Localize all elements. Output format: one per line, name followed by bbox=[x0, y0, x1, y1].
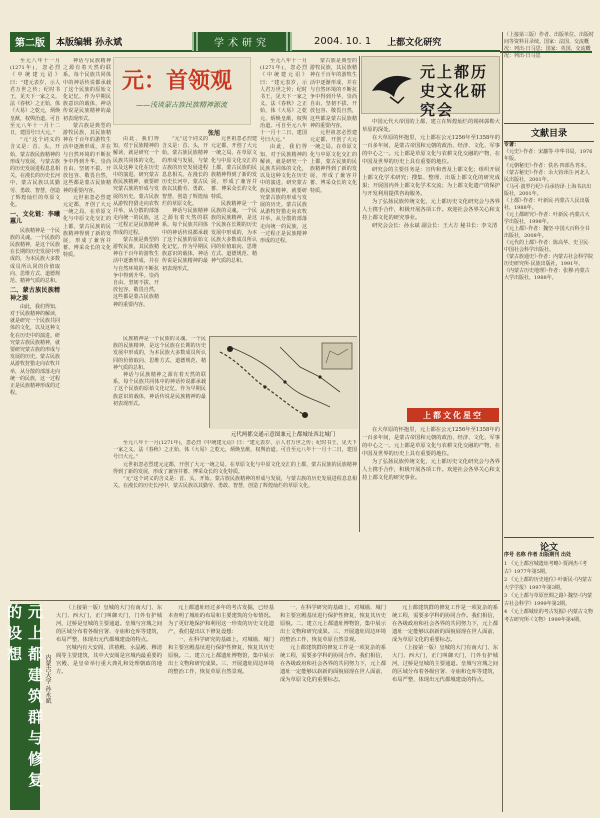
article-subheading: 一、文化链：李曦蕙儿 bbox=[10, 211, 60, 226]
article-paragraph: 元世祖忽必烈建元定都，开创了大元一统之局。在草原文化与中原文化交汇的上都，蒙古民族的民族精神得到了新的发展，形成了兼容并蓄、博采众长的文化特质。 bbox=[211, 136, 257, 200]
article-paragraph: 至元八年十一月(1271年)，忽必烈《中统建元诏》曰：“建元表岁，示人君万世之传；纪时书王，见天下一家之义。法《春秋》之正始，体《大易》之乾元，炳焕皇猷，权舆治道。可自至元八年十一月十二日，建国号曰大元。” bbox=[113, 440, 357, 461]
article-author: 张旭 bbox=[208, 130, 221, 137]
bibliography-category: 专著： bbox=[504, 142, 520, 148]
bottom-paragraph: 一、在科学研究的基础上，对城墙、城门和主要宫殿基址进行保护性修复，恢复其历史原貌。二、建立元上都遗址博物馆，集中展示出土文物和研究成果。三、开展遗址周边环境的整治工作，恢复草原自然景观。 bbox=[280, 605, 386, 643]
intro-paragraph: 在大草原的怀抱里，元上都在公元1256年至1358年的一百多年间，是蒙古帝国和元朝的政治、经济、文化、军事的中心之一。元上都是草原文化与农耕文化交融的产物，在中国及世界的历史上具有重要的地位。 bbox=[362, 427, 500, 457]
article-column-1 bbox=[10, 58, 60, 528]
article-paragraph: 神话与民族精神之源有着天然的联系。每个民族共同体中的神话传说都承载了这个民族的原始文化记忆。作为早期民族意识的载体，神话传说是民族精神的最初表现形式。 bbox=[113, 372, 206, 407]
bottom-article-title: 元上都建筑群与修复的设想 bbox=[10, 604, 40, 810]
route-map-svg bbox=[210, 337, 358, 429]
article-paragraph: 至元八年十一月(1271年)，忽必烈《中统建元诏》曰：“建元表岁，示人君万世之传；纪时书王，见天下一家之义。法《春秋》之正始，体《大易》之乾元，炳焕皇猷，权舆治道。可自至元八年十一月十二日，建国号曰大元。” bbox=[10, 58, 60, 137]
column-divider bbox=[359, 56, 360, 532]
article-paragraph: 蒙古族是典型的游牧民族，其民族精神在千百年的游牧生活中逐渐形成，并在与自然环境的不断抗争中得到升华。崇尚自由、坚韧不拔、开放包容、敬畏自然，这些都是蒙古民族精神的重要内容。 bbox=[63, 122, 111, 194]
papers-fields: 序号 名称 作者 出版期刊 出处 bbox=[504, 552, 571, 558]
bibliography-item: 《蒙古族通史》·作者：内蒙古社会科学院历史研究所·民族出版社，1991年。 bbox=[504, 254, 594, 267]
paper-item: 4 《元上都城址的考古发掘》·内蒙古文物考古研究所·《文物》1999年第4期。 bbox=[504, 609, 593, 623]
article-paragraph: 由此，我们得知，对于民族精神的解读，就是研究一个民族共同体的文化，以及这种文化在历史中的演进。研究蒙古族民族精神，就要研究蒙古族的形成与发展的历史。蒙古民族从游牧狩猎走向农牧并举，从分散的部落走向统一的民族，这一过程正是民族精神形成的过程。 bbox=[260, 144, 307, 245]
column-divider bbox=[502, 32, 503, 812]
bottom-paragraph: 元上都建筑群的修复工作是一项复杂的系统工程，需要多学科的协同合作。我们相信，在各级政府和社会各界的共同努力下，元上都遗址一定能够以崭新的面貌展现在世人面前，成为草原文化的重要标志。 bbox=[280, 645, 386, 683]
bibliography-item: 《元代的上都》·作者：陈高华、史卫民·中国社会科学出版社。 bbox=[504, 240, 590, 253]
article-paragraph: 元世祖忽必烈建元定都，开创了大元一统之局。在草原文化与中原文化交汇的上都，蒙古民族的民族精神得到了新的发展，形成了兼容并蓄、博采众长的文化特质。 bbox=[310, 130, 357, 194]
article-subtitle: ——浅谈蒙古族民族精神源流 bbox=[136, 101, 227, 109]
article-paragraph: 由此，我们得知，对于民族精神的解读，就是研究一个民族共同体的文化，以及这种文化在历史中的演进。研究蒙古族民族精神，就要研究蒙古族的形成与发展的历史。蒙古民族从游牧狩猎走向农牧并举，从分散的部落走向统一的民族，这一过程正是民族精神形成的过程。 bbox=[113, 136, 159, 236]
article-paragraph: 神话与民族精神之源有着天然的联系。每个民族共同体中的神话传说都承载了这个民族的原始文化记忆。作为早期民族意识的载体，神话传说是民族精神的最初表现形式。 bbox=[63, 58, 111, 122]
intro-text bbox=[362, 118, 500, 406]
article-paragraph: 元世祖忽必烈建元定都，开创了大元一统之局。在草原文化与中原文化交汇的上都，蒙古民族的民族精神得到了新的发展，形成了兼容并蓄、博采众长的文化特质。 bbox=[113, 461, 357, 475]
bibliography-item: 《上都》·作者：叶新民·内蒙古人民出版社，1988年。 bbox=[504, 198, 590, 211]
paper-item: 2 《元上都的历史地位》·叶新民·《内蒙古大学学报》1997年第3期。 bbox=[504, 577, 592, 591]
article-paragraph: 民族精神是一个民族的灵魂。一个民族的民族精神，是这个民族在长期的历史发展中形成的，为本民族大多数成员所认同的价值取向、思维方式、道德规范、精神气质的总和。 bbox=[113, 336, 206, 371]
bottom-paragraph: 元上都建筑群的修复工作是一项复杂的系统工程，需要多学科的协同合作。我们相信，在各级政府和社会各界的共同努力下，元上都遗址一定能够以崭新的面貌展现在世人面前，成为草原文化的重要标志。 bbox=[392, 605, 498, 643]
intro-paragraph: 中国元代大帝国的上都，建立在辉煌灿烂的锡林郭勒大草原的深处。 bbox=[362, 119, 500, 133]
article-title: 元：首领观 bbox=[122, 69, 233, 94]
article-column-9 bbox=[113, 440, 357, 530]
research-society-box bbox=[361, 56, 500, 119]
papers-list bbox=[504, 560, 594, 810]
article-paragraph: 至元八年十一月(1271年)，忽必烈《中统建元诏》曰：“建元表岁，示人君万世之传；纪时书王，见天下一家之义。法《春秋》之正始，体《大易》之乾元，炳焕皇猷，权舆治道。可自至元八年十一月十二日，建国号曰大元。” bbox=[260, 58, 307, 144]
article-column-2 bbox=[63, 58, 111, 528]
paper-name: 上都文化研究 bbox=[387, 37, 442, 48]
sidebar-heading: 文献目录 bbox=[504, 123, 594, 142]
section-divider bbox=[10, 600, 500, 601]
bibliography-item: 《元上都》·作者：魏坚·中国大百科全书出版社，2008年。 bbox=[504, 226, 590, 239]
article-column-6 bbox=[260, 58, 307, 332]
map-caption: 元代两都交通示意图兼元上都城址西北城门 bbox=[230, 432, 336, 438]
bottom-paragraph: （上接第一版）皇城的大门有南大门、东大门、西大门，正门叫御天门，门外有护城河，过桥是皇城的主要通道。皇城与宫城之间的区域分布着各级官署、寺庙和仓库等建筑，布局严整，体现出元代都城建设的特点。 bbox=[392, 645, 498, 683]
article-paragraph: 元世祖忽必烈建元定都，开创了大元一统之局。在草原文化与中原文化交汇的上都，蒙古民族的民族精神得到了新的发展，形成了兼容并蓄、博采众长的文化特质。 bbox=[63, 194, 111, 259]
section-banner: 学术研究 bbox=[192, 32, 292, 51]
bottom-paragraph: 元上都遗址经过多年的考古发掘，已经基本查明了城址的布局和主要建筑的分布情况。为了更好地保护和利用这一珍贵的历史文化遗产，我们提出以下修复设想： bbox=[168, 605, 274, 635]
article-column-7 bbox=[310, 58, 357, 332]
issue-date: 2004. 10. 1 bbox=[314, 35, 372, 47]
paper-item: 1 《元上都宫城遗址考略》·贾洲杰·《考古》1977年第5期。 bbox=[504, 561, 587, 575]
article-title-box bbox=[113, 57, 251, 125]
article-paragraph: “元”这个词义的含义是：首、头，开始。蒙古族民族精神的形成与发展，与蒙古族的历史发展进程息息相关。在漫长的历史长河中，蒙古民族以其勤劳、勇敢、智慧，创造了辉煌灿烂的草原文化。 bbox=[10, 137, 60, 209]
bottom-column-3 bbox=[280, 604, 386, 810]
article-paragraph: 由此，我们得知，对于民族精神的解读，就是研究一个民族共同体的文化，以及这种文化在历史中的演进。研究蒙古族民族精神，就要研究蒙古族的形成与发展的历史。蒙古民族从游牧狩猎走向农牧并举，从分散的部落走向统一的民族，这一过程正是民族精神形成的过程。 bbox=[10, 303, 60, 397]
bottom-article-author: 内蒙古大学 孙永斌 bbox=[44, 654, 51, 704]
bottom-paragraph: （上接第一版）皇城的大门有南大门、东大门、西大门，正门叫御天门，门外有护城河，过桥是皇城的主要通道。皇城与宫城之间的区域分布着各级官署、寺庙和仓库等建筑，布局严整，体现出元代都城建设的特点。 bbox=[56, 605, 162, 643]
intro-paragraph: 在大草原的怀抱里，元上都在公元1256年至1358年的一百多年间，是蒙古帝国和元朝的政治、经济、文化、军事的中心之一。元上都是草原文化与农耕文化交融的产物，在中国及世界的历史上具有重要的地位。 bbox=[362, 135, 500, 165]
route-map-figure bbox=[209, 336, 357, 428]
bibliography-item: 《元上都研究》·作者：叶新民·内蒙古大学出版社，1998年。 bbox=[504, 212, 590, 225]
sidebar-top-note: （上接第三版）作者、出版单位、出版时间等资料目录续。国家：法国、交流概况：列出·日马思；国家：英国、交流概况：列出·日马思 bbox=[504, 32, 595, 59]
bibliography-item: 《马可·波罗行纪》·冯承钧译·上海书店出版社，2001年。 bbox=[504, 184, 592, 197]
bottom-column-2 bbox=[168, 604, 274, 810]
bibliography-item: 《元朝秘史》·作者：佚名·四部丛刊本。 bbox=[504, 163, 590, 169]
bottom-column-1 bbox=[56, 604, 162, 810]
bibliography-list bbox=[504, 140, 594, 532]
article-paragraph: 神话与民族精神之源有着天然的联系。每个民族共同体中的神话传说都承载了这个民族的原始文化记忆。作为早期民族意识的载体，神话传说是民族精神的最初表现形式。 bbox=[162, 208, 208, 272]
intro-paragraph: 为了弘扬民族传统文化，元上都历史文化研究会与各界人士携手合作，积极开展各项工作。欢迎社会各界关心和支持上都文化的研究事业。 bbox=[362, 459, 500, 481]
research-society-title: 元上都历史文化研究会 bbox=[420, 63, 489, 119]
papers-heading: 论文 bbox=[504, 537, 594, 553]
article-subheading: 二、蒙古族民族精神之源 bbox=[10, 287, 60, 302]
column-tag: 上都文化星空 bbox=[407, 408, 499, 422]
article-paragraph: 民族精神是一个民族的灵魂。一个民族的民族精神，是这个民族在长期的历史发展中形成的，为本民族大多数成员所认同的价值取向、思维方式、道德规范、精神气质的总和。 bbox=[211, 200, 257, 265]
article-paragraph: 蒙古族是典型的游牧民族，其民族精神在千百年的游牧生活中逐渐形成，并在与自然环境的不断抗争中得到升华。崇尚自由、坚韧不拔、开放包容、敬畏自然，这些都是蒙古民族精神的重要内容。 bbox=[310, 58, 357, 129]
editors-label: 本版编辑 孙永斌 bbox=[56, 37, 123, 48]
article-paragraph: 蒙古族是典型的游牧民族，其民族精神在千百年的游牧生活中逐渐形成，并在与自然环境的不断抗争中得到升华。崇尚自由、坚韧不拔、开放包容、敬畏自然，这些都是蒙古民族精神的重要内容。 bbox=[113, 236, 159, 308]
article-paragraph: 民族精神是一个民族的灵魂。一个民族的民族精神，是这个民族在长期的历史发展中形成的，为本民族大多数成员所认同的价值取向、思维方式、道德规范、精神气质的总和。 bbox=[10, 227, 60, 285]
page-header bbox=[10, 32, 500, 52]
article-paragraph: “元”这个词义的含义是：首、头，开始。蒙古族民族精神的形成与发展，与蒙古族的历史发展进程息息相关。在漫长的历史长河中，蒙古民族以其勤劳、勇敢、智慧，创造了辉煌灿烂的草原文化。 bbox=[113, 476, 357, 490]
paper-item: 3 《元上都与草原丝绸之路》·魏坚·《内蒙古社会科学》1999年第2期。 bbox=[504, 593, 592, 607]
intro-text-lower bbox=[362, 426, 500, 530]
intro-paragraph: 研究会会长：孙永斌 副会长：王大方 秘书长：李文清 bbox=[372, 223, 498, 229]
article-paragraph: “元”这个词义的含义是：首、头，开始。蒙古族民族精神的形成与发展，与蒙古族的历史发展进程息息相关。在漫长的历史长河中，蒙古民族以其勤劳、勇敢、智慧，创造了辉煌灿烂的草原文化。 bbox=[162, 136, 208, 207]
article-column-5 bbox=[211, 136, 257, 332]
bibliography-item: 《内蒙古历史地理》·作者：张穆·内蒙古大学出版社，1988年。 bbox=[504, 268, 590, 281]
intro-paragraph: 为了弘扬民族传统文化，元上都历史文化研究会与各界人士携手合作，积极开展各项工作。欢迎社会各界关心和支持上都文化的研究事业。 bbox=[362, 199, 500, 221]
intro-paragraph: 研究会的主要任务是：宣传和普及上都文化；组织开展上都文化学术研究；搜集、整理、出版上都文化的研究成果；开展国内外上都文化学术交流；为上都文化遗产的保护与开发利用提供咨询服务。 bbox=[362, 167, 500, 197]
bibliography-item: 《元史》·作者：宋濂等·中华书局，1976年版。 bbox=[504, 149, 593, 162]
bird-logo-icon bbox=[368, 67, 416, 107]
bottom-paragraph: 宫城内有大安阁、洪禧殿、水晶殿、穆清阁等主要建筑，其中大安阁是宫城内最重要的宫殿，是皇帝举行重大典礼和处理朝政的地方。 bbox=[56, 645, 162, 675]
edition-label: 第二版 bbox=[10, 32, 50, 51]
bibliography-item: 《蒙古秘史》·作者：余大钧译注·河北人民出版社，2001年。 bbox=[504, 170, 590, 183]
bottom-column-4 bbox=[392, 604, 498, 810]
bottom-paragraph: 一、在科学研究的基础上，对城墙、城门和主要宫殿基址进行保护性修复，恢复其历史原貌。二、建立元上都遗址博物馆，集中展示出土文物和研究成果。三、开展遗址周边环境的整治工作，恢复草原自然景观。 bbox=[168, 637, 274, 675]
article-column-8 bbox=[113, 336, 206, 436]
